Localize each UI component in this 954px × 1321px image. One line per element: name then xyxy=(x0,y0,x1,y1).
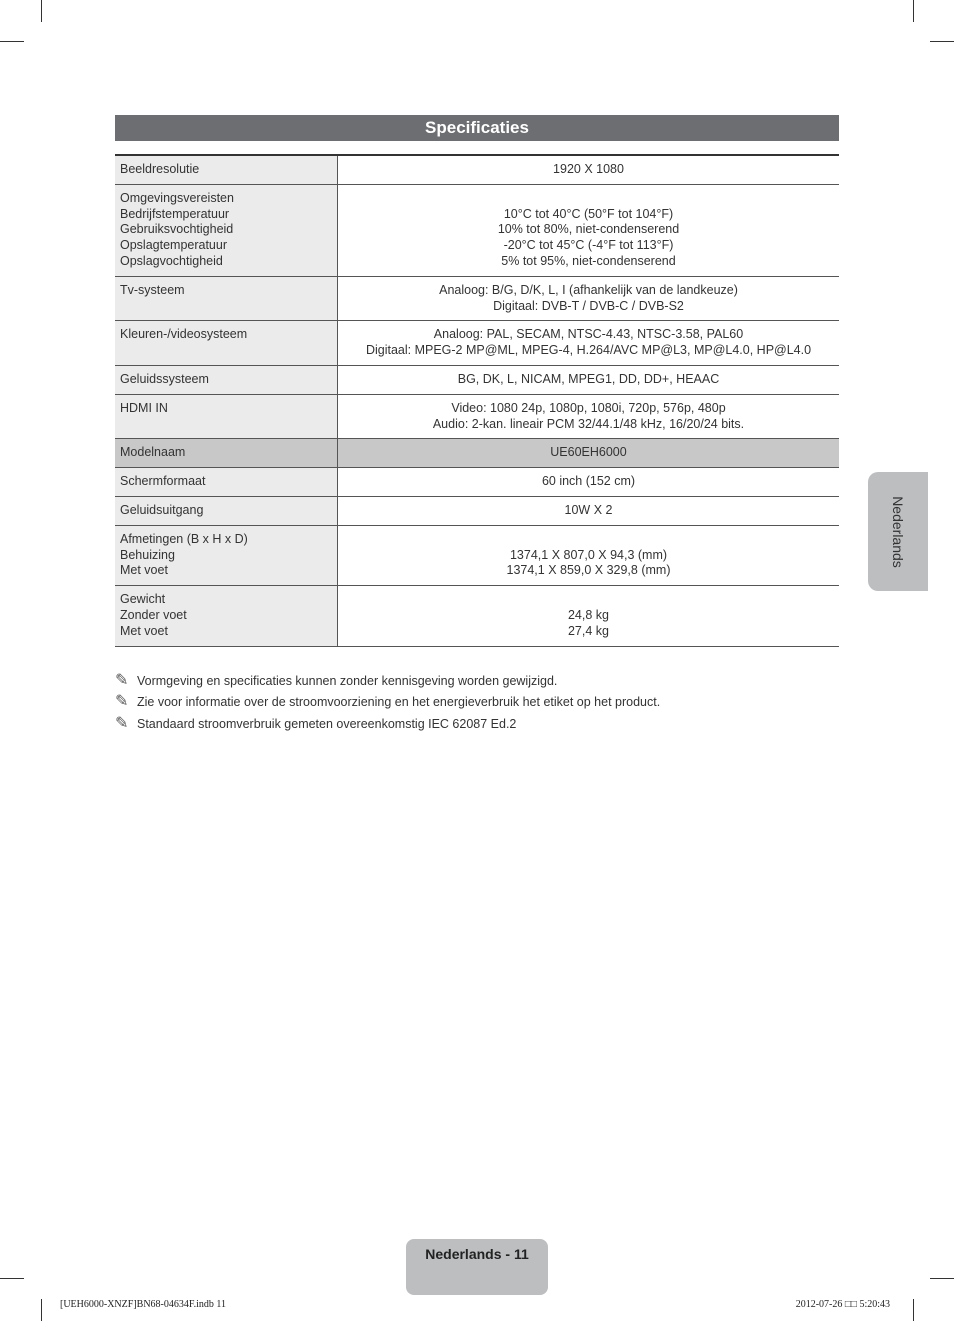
language-side-tab xyxy=(868,472,928,591)
spec-row xyxy=(115,276,839,321)
spec-value-line: 1374,1 X 807,0 X 94,3 (mm) xyxy=(509,547,668,562)
spec-label xyxy=(115,394,338,439)
spec-value-line: Digitaal: MPEG-2 MP@ML, MPEG-4, H.264/AVC MP@L3, MP@L4.0, HP@L4.0 xyxy=(365,343,812,358)
spec-row xyxy=(115,468,839,497)
pencil-note-icon: ✎ xyxy=(115,693,129,711)
spec-row xyxy=(115,321,839,366)
spec-value-line: 5% tot 95%, niet-condenserend xyxy=(501,253,676,268)
spec-label xyxy=(115,184,338,276)
spec-value-line: Digitaal: DVB-T / DVB-C / DVB-S2 xyxy=(493,298,684,313)
spec-value xyxy=(338,496,840,525)
crop-mark xyxy=(41,1299,42,1321)
spec-label xyxy=(115,365,338,394)
note-text: Standaard stroomverbruik gemeten overeenkomstig IEC 62087 Ed.2 xyxy=(137,716,517,731)
spec-label-line: Zonder voet xyxy=(120,607,187,622)
pencil-note-icon: ✎ xyxy=(115,671,129,689)
spec-label xyxy=(115,468,338,497)
spec-label xyxy=(115,276,338,321)
spec-label-line: Opslagvochtigheid xyxy=(120,253,223,268)
page-number-label: Nederlands - 11 xyxy=(425,1246,529,1262)
spec-label xyxy=(115,525,338,585)
spec-label-line: Beeldresolutie xyxy=(120,162,200,176)
spec-value-line: 24,8 kg xyxy=(567,607,609,622)
spec-value-line: 10W X 2 xyxy=(564,502,613,517)
spec-row xyxy=(115,439,839,468)
spec-value-line: 10% tot 80%, niet-condenserend xyxy=(497,222,680,237)
spec-value xyxy=(338,184,840,276)
spec-value-line: 1374,1 X 859,0 X 329,8 (mm) xyxy=(506,563,671,578)
spec-value xyxy=(338,155,840,184)
footer-file-info: [UEH6000-XNZF]BN68-04634F.indb 11 xyxy=(60,1299,227,1310)
note-item xyxy=(115,692,839,714)
spec-value-line: UE60EH6000 xyxy=(550,445,627,460)
note-item xyxy=(115,713,839,735)
spec-label xyxy=(115,586,338,646)
spec-value-line: Analoog: B/G, D/K, L, I (afhankelijk van de landkeuze) xyxy=(439,282,738,297)
spec-table xyxy=(115,154,839,647)
spec-value xyxy=(338,439,840,468)
spec-value-line: 1920 X 1080 xyxy=(553,162,624,176)
spec-value-line: -20°C tot 45°C (-4°F tot 113°F) xyxy=(503,238,674,253)
spec-row xyxy=(115,155,839,184)
spec-row xyxy=(115,365,839,394)
footer-timestamp: 2012-07-26 □□ 5:20:43 xyxy=(795,1299,890,1310)
crop-mark xyxy=(913,0,914,22)
spec-row xyxy=(115,394,839,439)
spec-label xyxy=(115,439,338,468)
crop-mark xyxy=(930,41,954,42)
pencil-note-icon: ✎ xyxy=(115,714,129,732)
spec-value-line: Video: 1080 24p, 1080p, 1080i, 720p, 576p, 480p xyxy=(451,400,726,415)
section-title: Specificaties xyxy=(115,115,839,141)
spec-label-line: Kleuren-/videosysteem xyxy=(120,327,248,342)
spec-label xyxy=(115,155,338,184)
spec-row xyxy=(115,586,839,646)
note-text: Vormgeving en specificaties kunnen zonder kennisgeving worden gewijzigd. xyxy=(137,673,558,688)
spec-label-line: Tv-systeem xyxy=(120,282,185,297)
spec-label-line: Met voet xyxy=(120,623,168,638)
spec-label xyxy=(115,321,338,366)
spec-label xyxy=(115,496,338,525)
spec-value-line: 10°C tot 40°C (50°F tot 104°F) xyxy=(503,206,674,221)
crop-mark xyxy=(41,0,42,22)
spec-label-line: Gebruiksvochtigheid xyxy=(120,222,234,237)
crop-mark xyxy=(0,41,24,42)
spec-row xyxy=(115,184,839,276)
spec-label-line: Behuizing xyxy=(120,547,175,562)
spec-label-line: Opslagtemperatuur xyxy=(120,238,228,253)
page-number-tab xyxy=(406,1239,548,1295)
spec-label-line: Met voet xyxy=(120,563,168,578)
crop-mark xyxy=(930,1278,954,1279)
spec-value xyxy=(338,525,840,585)
spec-label-line: Afmetingen (B x H x D) xyxy=(120,531,248,546)
crop-mark xyxy=(913,1299,914,1321)
spec-label-line: Bedrijfstemperatuur xyxy=(120,206,230,221)
spec-label-line: Omgevingsvereisten xyxy=(120,190,234,205)
spec-value-line: 27,4 kg xyxy=(567,623,609,638)
note-item xyxy=(115,670,839,692)
spec-value xyxy=(338,321,840,366)
spec-label-line: Geluidssysteem xyxy=(120,371,209,386)
spec-label-line: Gewicht xyxy=(120,592,166,607)
note-text: Zie voor informatie over de stroomvoorziening en het energieverbruik het etiket op het product. xyxy=(137,695,661,710)
language-side-tab-label: Nederlands xyxy=(890,495,906,568)
spec-label-line: Modelnaam xyxy=(120,445,186,460)
spec-value-line: BG, DK, L, NICAM, MPEG1, DD, DD+, HEAAC xyxy=(457,371,720,386)
spec-value-line: Audio: 2-kan. lineair PCM 32/44.1/48 kHz, 16/20/24 bits. xyxy=(432,416,745,431)
crop-mark xyxy=(0,1278,24,1279)
spec-value xyxy=(338,394,840,439)
spec-label-line: HDMI IN xyxy=(120,400,168,415)
notes xyxy=(115,670,839,735)
spec-value-line: 60 inch (152 cm) xyxy=(541,474,636,489)
spec-value xyxy=(338,586,840,646)
spec-label-line: Schermformaat xyxy=(120,474,206,489)
spec-value-line: Analoog: PAL, SECAM, NTSC-4.43, NTSC-3.58, PAL60 xyxy=(433,327,744,342)
spec-value xyxy=(338,365,840,394)
spec-value xyxy=(338,468,840,497)
spec-row xyxy=(115,496,839,525)
spec-value xyxy=(338,276,840,321)
spec-row xyxy=(115,525,839,585)
spec-label-line: Geluidsuitgang xyxy=(120,502,204,517)
